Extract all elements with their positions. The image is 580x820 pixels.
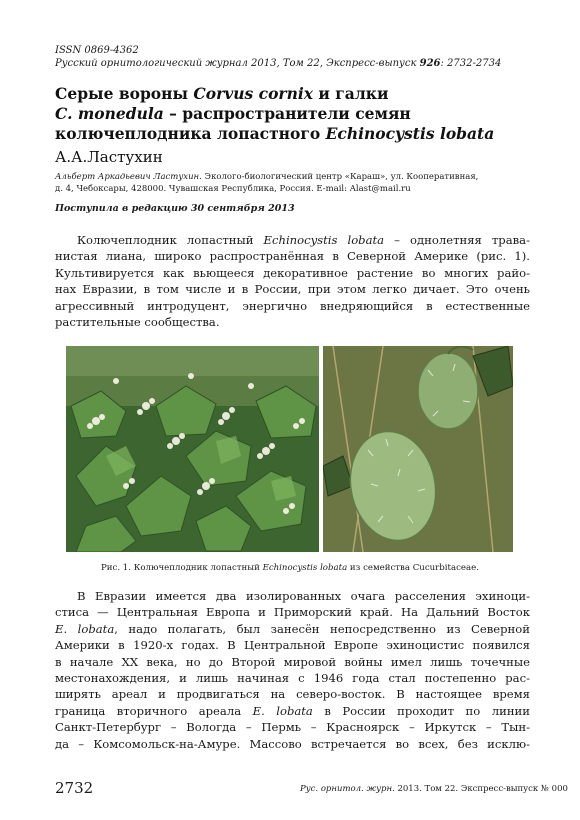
author-affiliation: Альберт Аркадьевич Ластухин. Эколого-биологический центр «Караш», ул. Кооперативная, д. 4, Чебоксары, 428000. Чувашская Республика, Россия. E-mail: Alast@mail.ru: [55, 172, 479, 194]
footer-journal: Рус. орнитол. журн. 2013. Том 22. Экспресс-выпуск № 000: [300, 784, 568, 794]
article-title: [55, 84, 535, 144]
paragraph-line: агрессивный интродуцент, энергично внедряющийся в естественные: [55, 298, 530, 313]
paragraph-line: да – Комсомольск-на-Амуре. Массово встречается во всех, без исклю-: [55, 736, 530, 751]
page-range: : 2732-2734: [440, 58, 502, 69]
paragraph-line: нах Евразии, в том числе и в России, при этом легко дичает. Это очень: [55, 282, 530, 297]
issn-line: [55, 44, 139, 57]
paragraph-2: [55, 588, 530, 752]
paragraph-line: Культивируется как вьющееся декоративное растение во многих райо-: [55, 265, 530, 280]
paragraph-line: Америки в 1920-х годах. В Центральной Европе эхиноцистис появился: [55, 638, 530, 653]
title-line-3: колючеплодника лопастного Echinocystis lobata: [55, 124, 495, 143]
spiny-fruit-photo: [323, 346, 513, 552]
journal-citation-line: [55, 57, 501, 70]
author-name: А.А.Ластухин: [55, 148, 163, 166]
paragraph-line: Санкт-Петербург – Вологда – Пермь – Красноярск – Иркутск – Тын-: [55, 720, 530, 735]
issn: ISSN 0869-4362: [55, 45, 139, 56]
paragraph-line: Колючеплодник лопастный Echinocystis lobata – однолетняя трава-: [77, 233, 530, 247]
paragraph-line: стиса — Центральная Европа и Приморский край. На Дальний Восток: [55, 605, 530, 620]
paragraph-line: растительные сообщества.: [55, 315, 220, 330]
paragraph-1: [55, 232, 530, 330]
paragraph-line: В Евразии имеется два изолированных очага расселения эхиноци-: [77, 589, 530, 603]
figure-caption: Рис. 1. Колючеплодник лопастный Echinocystis lobata из семейства Cucurbitaceae.: [101, 563, 479, 573]
paragraph-line: E. lobata, надо полагать, был занесён непосредственно из Северной: [55, 621, 530, 636]
journal-prefix: Русский орнитологический журнал 2013, Том 22, Экспресс-выпуск: [55, 58, 420, 69]
paragraph-line: граница вторичного ареала E. lobata в России проходит по линии: [55, 703, 530, 718]
affiliation-name: Альберт Аркадьевич Ластухин.: [55, 172, 202, 182]
paragraph-line: ширять ареал и продвигаться на северо-восток. В настоящее время: [55, 687, 530, 702]
paragraph-line: в начале XX века, но до Второй мировой войны имел лишь точечные: [55, 654, 530, 669]
paragraph-line: местонахождения, и лишь начиная с 1946 года стал постепенно рас-: [55, 671, 530, 686]
received-date: Поступила в редакцию 30 сентября 2013: [55, 203, 295, 214]
paragraph-line: нистая лиана, широко распространённая в Северной Америке (рис. 1).: [55, 249, 530, 264]
title-line-1: Серые вороны Corvus cornix и галки: [55, 84, 389, 103]
page-number: 2732: [55, 779, 94, 797]
issue-number: 926: [419, 58, 441, 69]
flowering-vine-photo: [66, 346, 319, 552]
title-line-2: C. monedula – распространители семян: [55, 104, 411, 123]
